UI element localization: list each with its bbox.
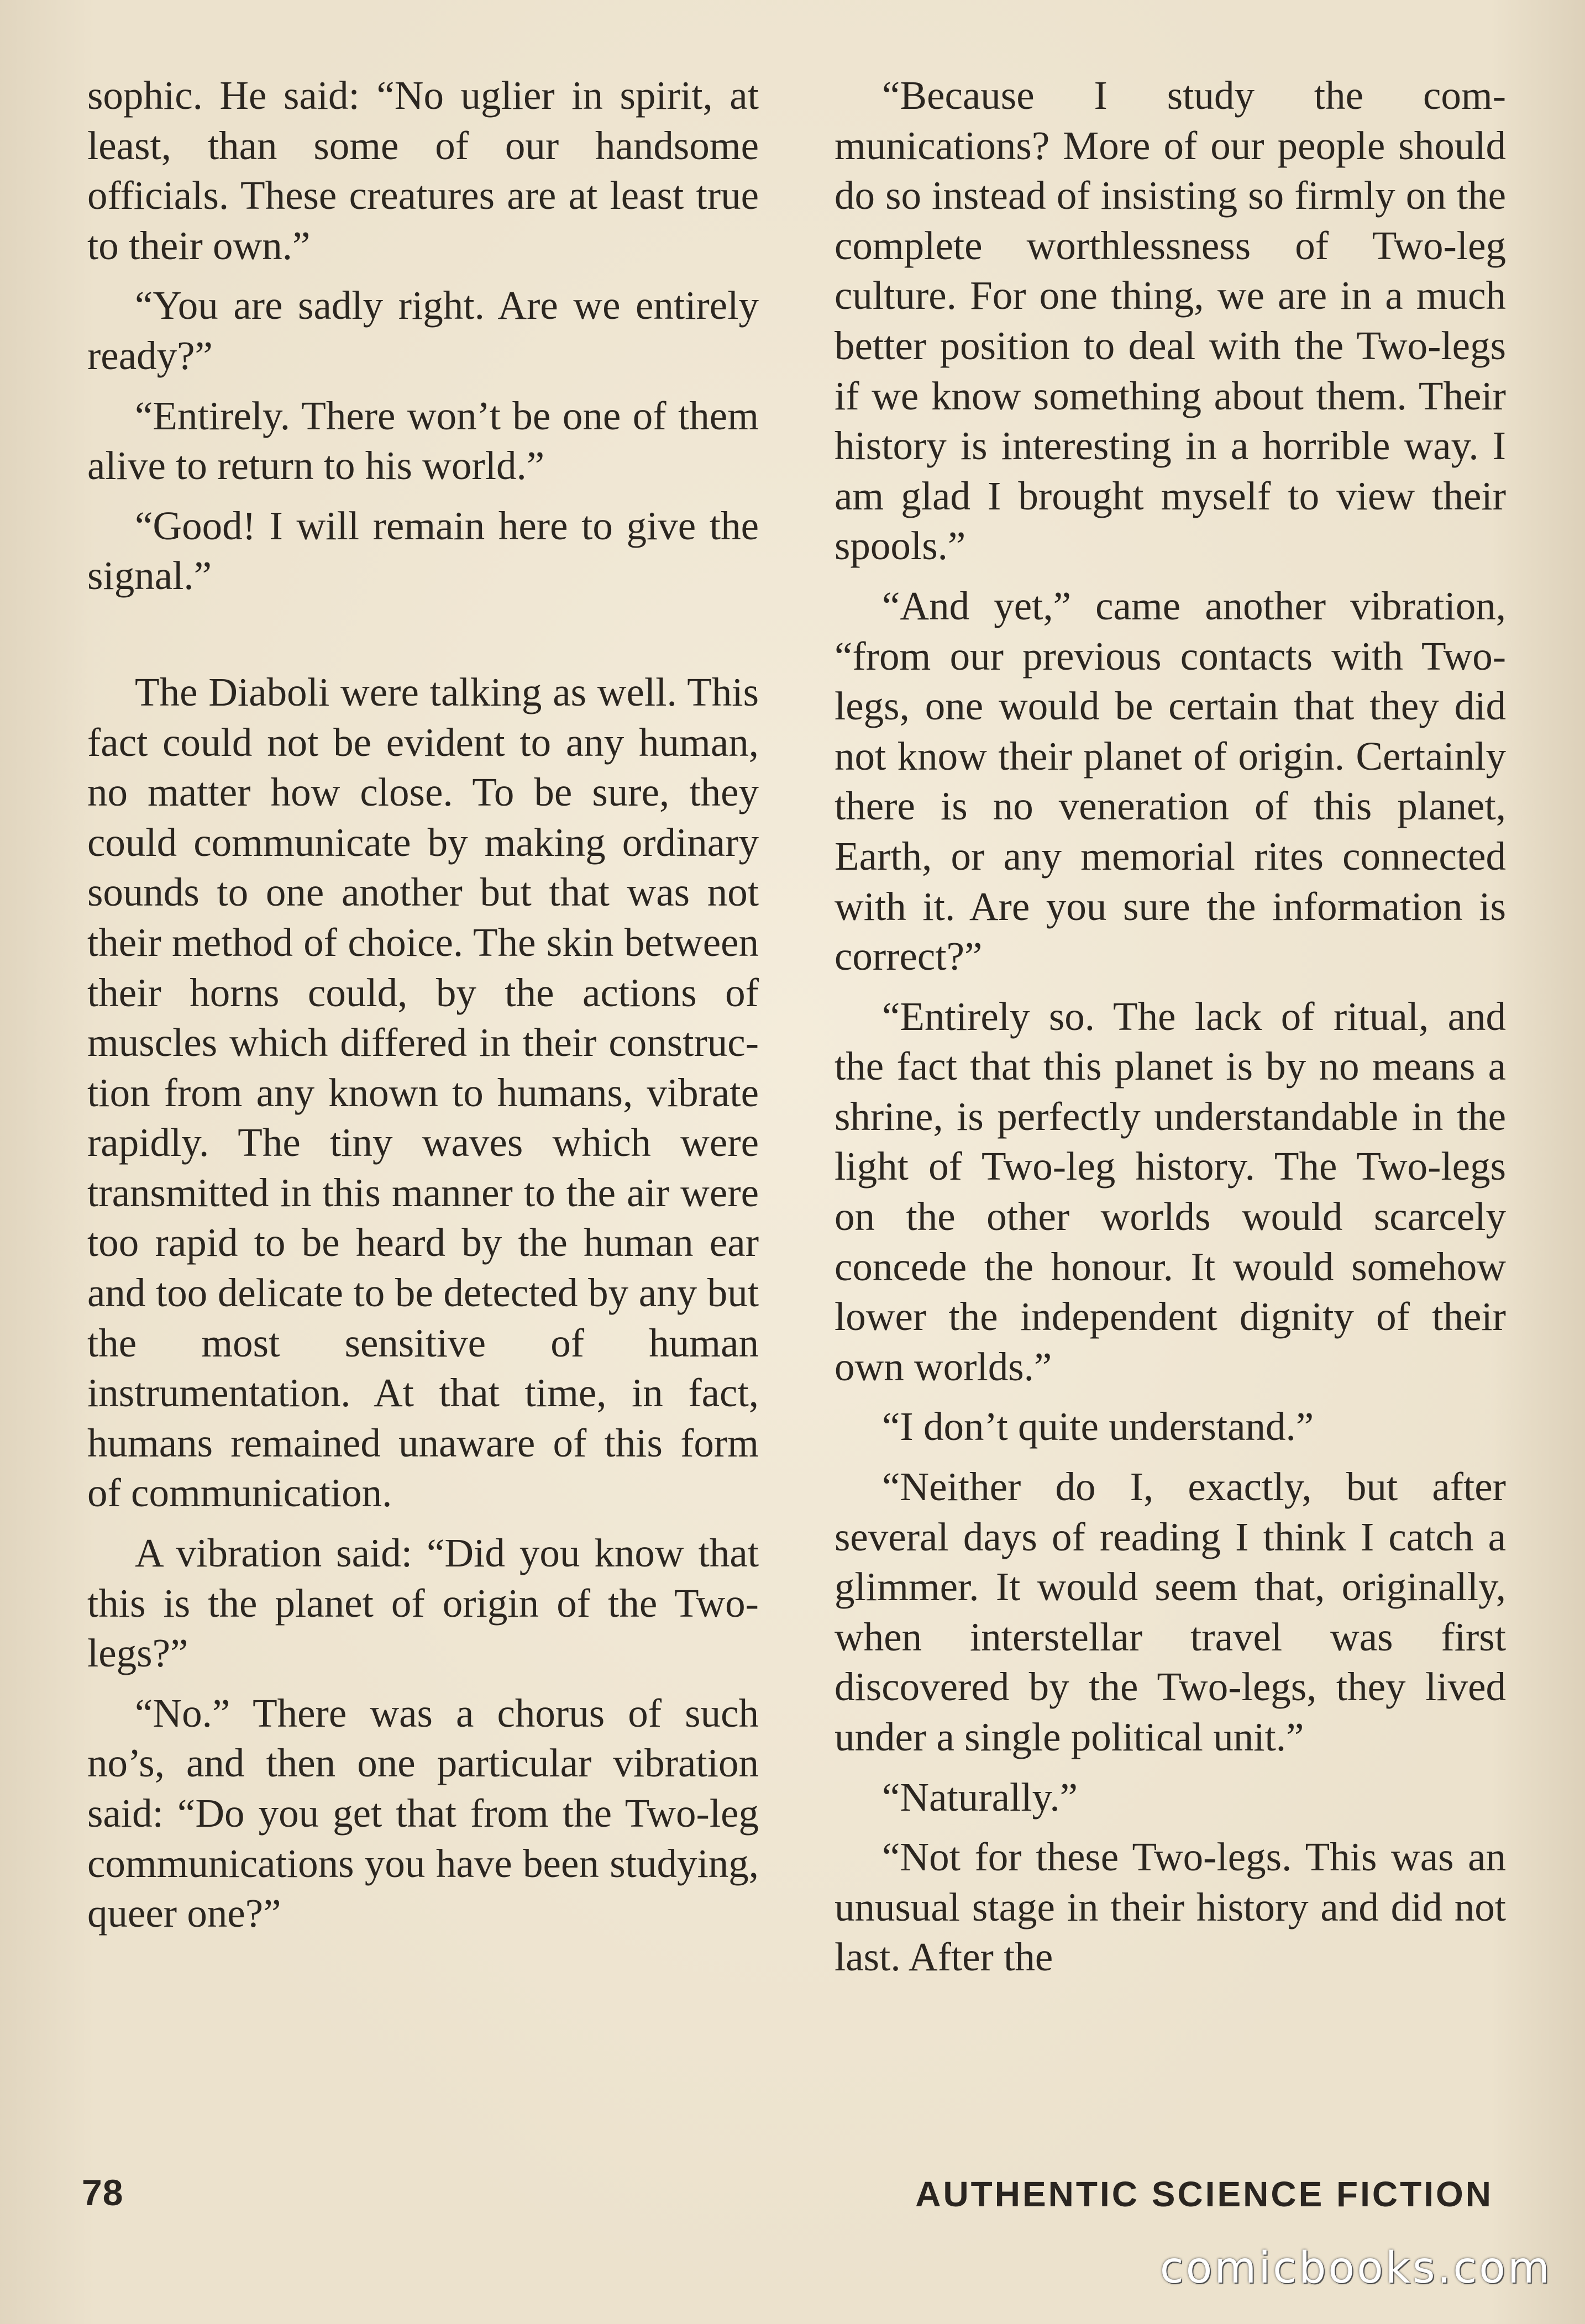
- paragraph: “Entirely so. The lack of ritual, and the fact that this planet is by no means a shrine, is perfectly understandable in the light of Two-leg history. The Two-legs on the other worlds would scarcely concede the honour. It would somehow lower the independent dignity of their own worlds.”: [835, 993, 1506, 1389]
- watermark: comicbooks.com: [1159, 2243, 1552, 2293]
- running-title: AUTHENTIC SCIENCE FICTION: [915, 2174, 1493, 2214]
- paragraph: “I don’t quite understand.”: [882, 1404, 1314, 1449]
- right-text-column: [835, 71, 1506, 1992]
- paragraph: sophic. He said: “No uglier in spirit, at least, than some of our handsome officials. These creatures are at least true to their own.”: [87, 73, 759, 268]
- paragraph: “And yet,” came another vibration, “from our previous contacts with Two-legs, one would be certain that they did not know their planet of origin. Certainly there is no veneration of this planet, Earth, or any memorial rites connected with it. Are you sure the information is correct?”: [835, 583, 1506, 979]
- paragraph: “Neither do I, exactly, but after several days of reading I think I catch a glimmer. It would seem that, originally, when interstellar travel was first discovered by the Two-legs, they lived under a single political unit.”: [835, 1464, 1506, 1759]
- paragraph: “Good! I will remain here to give the signal.”: [87, 503, 759, 598]
- page-footer: [0, 2171, 1585, 2221]
- section-start-paragraph: The Diaboli were talking as well. This fact could not be evident to any human, no matter how close. To be sure, they could communicate by making ordinary sounds to one another but that was not their method of choice. The skin between their horns could, by the actions of muscles which differed in their construction from any known to humans, vibrate rapidly. The tiny waves which were transmitted in this manner to the air were too rapid to be heard by the human ear and too delicate to be detected by any but the most sensitive of human instrumentation. At that time, in fact, humans remained unaware of this form of communication.: [87, 669, 759, 1516]
- paragraph: “Naturally.”: [882, 1774, 1078, 1820]
- paragraph: “No.” There was a chorus of such no’s, and then one particular vibration said: “Do you get that from the Two-leg communications you have been studying, queer one?”: [87, 1690, 759, 1936]
- page-number: 78: [82, 2172, 124, 2213]
- paragraph: “Entirely. There won’t be one of them alive to return to his world.”: [87, 393, 759, 488]
- paragraph: A vibration said: “Did you know that this is the planet of origin of the Two-legs?”: [87, 1531, 759, 1676]
- paragraph: “Not for these Two-legs. This was an unusual stage in their history and did not last. After the: [835, 1834, 1506, 1980]
- left-text-column: [87, 71, 759, 1949]
- paragraph: “Because I study the communications? More of our people should do so instead of insisting so firmly on the complete worthlessness of Two-leg culture. For one thing, we are in a much better position to deal with the Two-legs if we know something about them. Their history is interesting in a horrible way. I am glad I brought myself to view their spools.”: [835, 73, 1506, 569]
- paragraph: “You are sadly right. Are we entirely ready?”: [87, 283, 759, 378]
